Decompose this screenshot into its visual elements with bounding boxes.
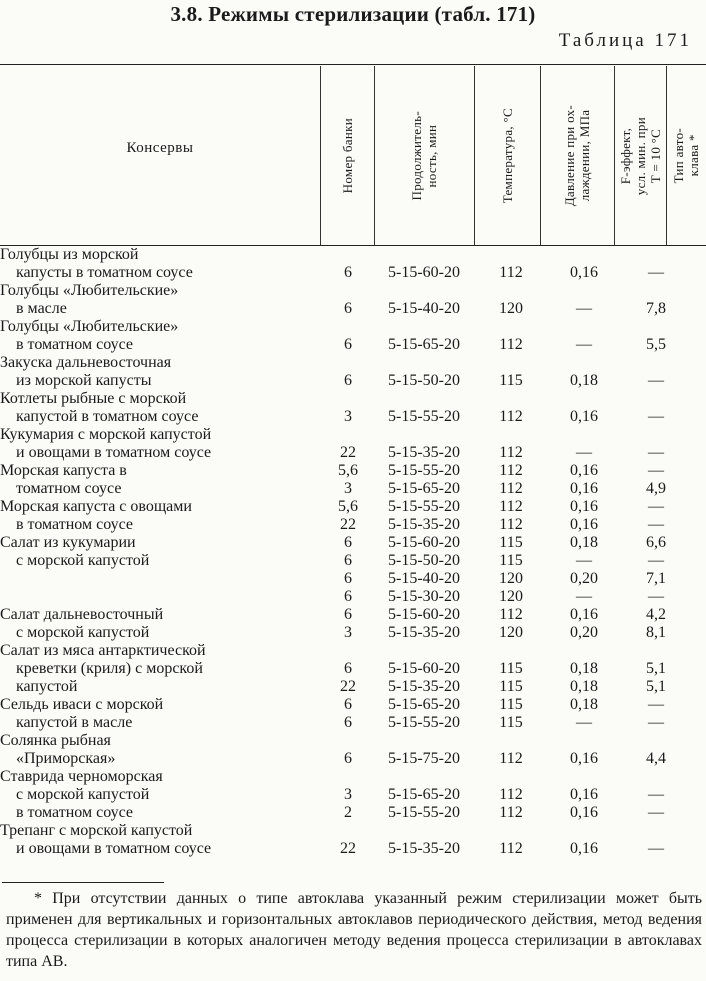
value-line — [0, 480, 706, 498]
cell-pressure: 0,16 — [570, 606, 598, 623]
cell-can: 6 — [344, 264, 352, 281]
table-row — [0, 354, 706, 390]
cell-temperature: 115 — [499, 696, 523, 713]
table-row — [0, 462, 706, 498]
product-name-line: Ставрида черноморская — [0, 768, 163, 785]
value-line — [0, 606, 706, 624]
product-name-line: Голубцы из морской — [0, 246, 139, 263]
cell-pressure: — — [576, 714, 592, 731]
cell-pressure: 0,16 — [570, 498, 598, 515]
cell-can: 22 — [340, 678, 356, 695]
cell-temperature: 120 — [499, 300, 523, 317]
cell-f-effect: — — [648, 552, 664, 569]
column-header-autoclave — [666, 67, 706, 245]
column-header-autoclave-text: Тип авто- клава * — [671, 128, 701, 184]
product-name-line: Кукумария с морской капустой — [0, 426, 212, 443]
table-top-rule — [0, 64, 706, 65]
cell-can: 6 — [344, 696, 352, 713]
cell-duration: 5-15-40-20 — [388, 300, 460, 317]
value-line — [0, 570, 706, 588]
cell-pressure: 0,16 — [570, 408, 598, 425]
column-header-pressure-text: Давление при ох- лаждении, МПа — [562, 105, 592, 207]
cell-temperature: 112 — [499, 480, 523, 497]
cell-duration: 5-15-65-20 — [388, 336, 460, 353]
cell-f-effect: — — [648, 804, 664, 821]
cell-pressure: — — [576, 588, 592, 605]
product-name-line: Голубцы «Любительские» — [0, 282, 179, 299]
value-line — [0, 462, 706, 480]
cell-temperature: 112 — [499, 336, 523, 353]
cell-can: 2 — [344, 804, 352, 821]
value-line — [0, 714, 706, 732]
cell-temperature: 112 — [499, 462, 523, 479]
cell-f-effect: 7,1 — [646, 570, 666, 587]
table-label: Таблица 171 — [558, 30, 692, 51]
cell-pressure: 0,18 — [570, 678, 598, 695]
cell-can: 6 — [344, 570, 352, 587]
product-name-line: капустой — [16, 678, 78, 695]
cell-duration: 5-15-55-20 — [388, 462, 460, 479]
column-header-temperature — [474, 67, 540, 245]
cell-duration: 5-15-60-20 — [388, 606, 460, 623]
cell-temperature: 115 — [499, 552, 523, 569]
table-row — [0, 534, 706, 606]
cell-temperature: 112 — [499, 264, 523, 281]
cell-can: 6 — [344, 714, 352, 731]
product-name-line: Салат из кукумарии — [0, 534, 136, 551]
cell-temperature: 112 — [499, 606, 523, 623]
cell-f-effect: 5,5 — [646, 336, 666, 353]
cell-duration: 5-15-30-20 — [388, 588, 460, 605]
cell-duration: 5-15-40-20 — [388, 570, 460, 587]
column-header-pressure — [540, 67, 614, 245]
cell-can: 6 — [344, 336, 352, 353]
cell-pressure: — — [576, 300, 592, 317]
product-name-line: в томатном соусе — [16, 516, 133, 533]
cell-f-effect: 6,6 — [646, 534, 666, 551]
product-name-line: Трепанг с морской капустой — [0, 822, 193, 839]
cell-f-effect: — — [648, 696, 664, 713]
cell-duration: 5-15-60-20 — [388, 660, 460, 677]
cell-pressure: 0,16 — [570, 750, 598, 767]
cell-pressure: 0,18 — [570, 534, 598, 551]
cell-f-effect: — — [648, 786, 664, 803]
table-row — [0, 696, 706, 732]
cell-duration: 5-15-50-20 — [388, 372, 460, 389]
value-line — [0, 804, 706, 822]
cell-pressure: 0,20 — [570, 570, 598, 587]
column-header-f-effect-text: F-эффект, усл. мин. при T = 10 °C — [617, 116, 663, 196]
cell-duration: 5-15-35-20 — [388, 624, 460, 641]
value-line — [0, 786, 706, 804]
cell-can: 3 — [344, 786, 352, 803]
cell-can: 6 — [344, 588, 352, 605]
cell-can: 22 — [340, 840, 356, 857]
column-header-duration-text: Продолжитель- ность, мин — [409, 111, 439, 201]
cell-can: 5,6 — [338, 498, 358, 515]
product-name-line: в масле — [16, 300, 67, 317]
product-name-line: Голубцы «Любительские» — [0, 318, 179, 335]
cell-pressure: 0,20 — [570, 624, 598, 641]
cell-pressure: 0,16 — [570, 840, 598, 857]
cell-pressure: — — [576, 336, 592, 353]
cell-can: 22 — [340, 516, 356, 533]
cell-duration: 5-15-60-20 — [388, 264, 460, 281]
cell-can: 6 — [344, 300, 352, 317]
table-row — [0, 498, 706, 534]
cell-can: 6 — [344, 750, 352, 767]
cell-pressure: 0,18 — [570, 372, 598, 389]
cell-temperature: 120 — [499, 570, 523, 587]
cell-pressure: 0,18 — [570, 660, 598, 677]
cell-pressure: 0,18 — [570, 696, 598, 713]
cell-duration: 5-15-35-20 — [388, 840, 460, 857]
cell-pressure: 0,16 — [570, 786, 598, 803]
product-name-line: из морской капусты — [16, 372, 152, 389]
cell-can: 22 — [340, 444, 356, 461]
column-header-can-text: Номер банки — [339, 118, 355, 194]
cell-temperature: 115 — [499, 534, 523, 551]
value-line — [0, 552, 706, 570]
value-line — [0, 750, 706, 768]
cell-f-effect: — — [648, 444, 664, 461]
cell-f-effect: 5,1 — [646, 678, 666, 695]
column-header-product: Консервы — [126, 140, 194, 156]
cell-temperature: 115 — [499, 660, 523, 677]
value-line — [0, 372, 706, 390]
value-line — [0, 408, 706, 426]
product-name-line: Солянка рыбная — [0, 732, 111, 749]
table-row — [0, 642, 706, 696]
cell-temperature: 112 — [499, 750, 523, 767]
cell-temperature: 112 — [499, 840, 523, 857]
column-header-f-effect — [614, 67, 666, 245]
table-row — [0, 246, 706, 282]
cell-f-effect: — — [648, 498, 664, 515]
cell-duration: 5-15-35-20 — [388, 444, 460, 461]
product-name-line: томатном соусе — [16, 480, 122, 497]
cell-f-effect: 8,1 — [646, 624, 666, 641]
cell-f-effect: — — [648, 462, 664, 479]
cell-f-effect: 4,9 — [646, 480, 666, 497]
value-line — [0, 624, 706, 642]
cell-can: 6 — [344, 372, 352, 389]
cell-can: 6 — [344, 606, 352, 623]
value-line — [0, 300, 706, 318]
cell-f-effect: 4,4 — [646, 750, 666, 767]
cell-temperature: 115 — [499, 372, 523, 389]
column-header-duration — [374, 67, 474, 245]
cell-can: 5,6 — [338, 462, 358, 479]
cell-f-effect: 4,2 — [646, 606, 666, 623]
value-line — [0, 264, 706, 282]
cell-temperature: 112 — [499, 804, 523, 821]
product-name-line: капустой в масле — [16, 714, 133, 731]
cell-can: 3 — [344, 480, 352, 497]
cell-can: 3 — [344, 624, 352, 641]
product-name-line: Морская капуста с овощами — [0, 498, 192, 515]
column-header-can — [320, 67, 374, 245]
cell-pressure: — — [576, 444, 592, 461]
table-row — [0, 282, 706, 318]
column-header-temperature-text: Температура, °С — [499, 108, 515, 204]
product-name-line: и овощами в томатном соусе — [16, 840, 212, 857]
cell-duration: 5-15-55-20 — [388, 408, 460, 425]
product-name-line: креветки (криля) с морской — [16, 660, 203, 677]
table-row — [0, 390, 706, 426]
cell-duration: 5-15-65-20 — [388, 786, 460, 803]
cell-temperature: 120 — [499, 624, 523, 641]
table-row — [0, 732, 706, 768]
product-name-line: с морской капустой — [16, 624, 150, 641]
cell-pressure: 0,16 — [570, 480, 598, 497]
table-row — [0, 768, 706, 822]
value-line — [0, 516, 706, 534]
cell-duration: 5-15-60-20 — [388, 534, 460, 551]
cell-temperature: 115 — [499, 714, 523, 731]
product-name-line: Салат из мяса антарктической — [0, 642, 206, 659]
product-name-line: в томатном соусе — [16, 336, 133, 353]
cell-pressure: 0,16 — [570, 264, 598, 281]
product-name-line: Закуска дальневосточная — [0, 354, 172, 371]
cell-duration: 5-15-55-20 — [388, 498, 460, 515]
cell-duration: 5-15-35-20 — [388, 678, 460, 695]
cell-temperature: 112 — [499, 516, 523, 533]
cell-can: 6 — [344, 552, 352, 569]
cell-f-effect: — — [648, 714, 664, 731]
cell-duration: 5-15-65-20 — [388, 480, 460, 497]
product-name-line: Котлеты рыбные с морской — [0, 390, 187, 407]
cell-temperature: 115 — [499, 678, 523, 695]
product-name-line: капусты в томатном соусе — [16, 264, 193, 281]
section-heading: 3.8. Режимы стерилизации (табл. 171) — [170, 2, 536, 26]
value-line — [0, 840, 706, 858]
cell-duration: 5-15-65-20 — [388, 696, 460, 713]
cell-f-effect: — — [648, 372, 664, 389]
value-line — [0, 678, 706, 696]
cell-temperature: 120 — [499, 588, 523, 605]
value-line — [0, 696, 706, 714]
cell-can: 6 — [344, 660, 352, 677]
value-line — [0, 660, 706, 678]
table-row — [0, 426, 706, 462]
product-name-line: Салат дальневосточный — [0, 606, 164, 623]
product-name-line: с морской капустой — [16, 552, 150, 569]
table-row — [0, 318, 706, 354]
cell-f-effect: — — [648, 840, 664, 857]
cell-duration: 5-15-50-20 — [388, 552, 460, 569]
cell-pressure: 0,16 — [570, 804, 598, 821]
cell-duration: 5-15-75-20 — [388, 750, 460, 767]
product-name-line: и овощами в томатном соусе — [16, 444, 212, 461]
value-line — [0, 498, 706, 516]
cell-can: 3 — [344, 408, 352, 425]
cell-pressure: 0,16 — [570, 462, 598, 479]
product-name-line: капустой в томатном соусе — [16, 408, 199, 425]
value-line — [0, 336, 706, 354]
product-name-line: Сельдь иваси с морской — [0, 696, 164, 713]
cell-temperature: 112 — [499, 498, 523, 515]
value-line — [0, 534, 706, 552]
cell-temperature: 112 — [499, 786, 523, 803]
product-name-line: «Приморская» — [16, 750, 116, 767]
cell-f-effect: — — [648, 516, 664, 533]
product-name-line: с морской капустой — [16, 786, 150, 803]
footnote-rule — [2, 882, 164, 883]
product-name-line: Морская капуста в — [0, 462, 127, 479]
cell-f-effect: — — [648, 264, 664, 281]
cell-duration: 5-15-55-20 — [388, 804, 460, 821]
table-row — [0, 822, 706, 858]
cell-pressure: — — [576, 552, 592, 569]
product-name-line: в томатном соусе — [16, 804, 133, 821]
cell-duration: 5-15-55-20 — [388, 714, 460, 731]
footnote: * При отсутствии данных о типе автоклава указанный режим стерилизации может быть применен для вертикальных и горизонтальных автоклавов периодического действия, метод ведения процесса стерилизации в которых аналогичен методу ведения процесса стерилизации в автоклавах типа АВ. — [6, 890, 702, 970]
cell-f-effect: — — [648, 408, 664, 425]
value-line — [0, 588, 706, 606]
table-row — [0, 606, 706, 642]
cell-duration: 5-15-35-20 — [388, 516, 460, 533]
cell-temperature: 112 — [499, 444, 523, 461]
cell-f-effect: 7,8 — [646, 300, 666, 317]
cell-f-effect: — — [648, 588, 664, 605]
cell-can: 6 — [344, 534, 352, 551]
cell-temperature: 112 — [499, 408, 523, 425]
value-line — [0, 444, 706, 462]
cell-pressure: 0,16 — [570, 516, 598, 533]
cell-f-effect: 5,1 — [646, 660, 666, 677]
